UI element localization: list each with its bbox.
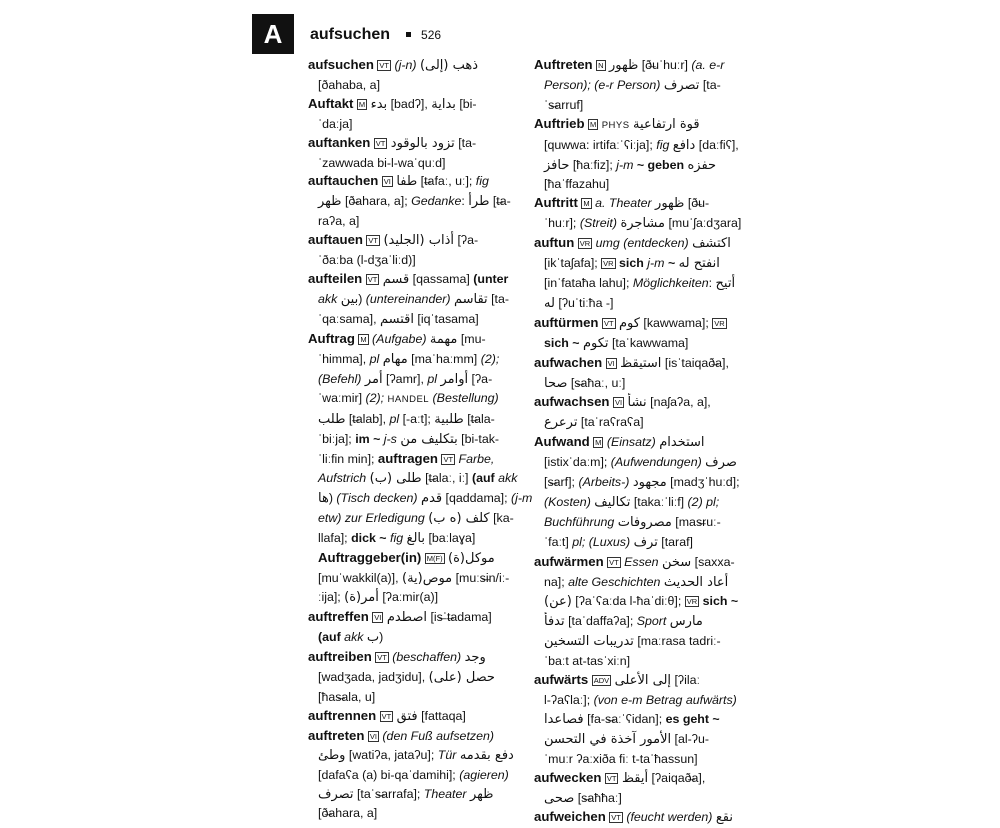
dictionary-entry: [308, 727, 544, 824]
dictionary-entry: [308, 172, 544, 231]
entry-line: na]; alte Geschichten أعاد الحديث: [544, 574, 729, 590]
entry-line: طلب [t̶alab], pl [-aːt]; طلبية [t̶ala-: [318, 412, 495, 428]
dictionary-entry: [308, 330, 544, 549]
entry-line: [ħaˈffazahu]: [544, 177, 610, 192]
dictionary-entry: [308, 270, 544, 330]
entry-line: ˈhuːr]; (Streit) مشاجرة [muˈʃaːdʒara]: [544, 216, 742, 232]
entry-line: ˈdaːja]: [318, 116, 353, 131]
entry-line: فصاعدا [fa-s̶aːˈʕidan]; es geht ~: [544, 711, 720, 727]
dictionary-entry: [534, 354, 770, 394]
entry-line: [s̶arf]; (Arbeits-) مجهود [madʒˈhuːd];: [544, 475, 740, 491]
dictionary-entry: [308, 56, 544, 95]
entry-line: (Befehl) أمر [ʔamr], pl أوامر [ʔa-: [318, 371, 493, 387]
dictionary-page: [252, 0, 772, 826]
left-column: [308, 56, 544, 823]
entry-line: aufwachen VI استيقظ [isˈtaiqað̶a],: [534, 354, 729, 371]
dictionary-entry: [534, 671, 770, 769]
entry-line: akk بين) (untereinander) تقاسم [ta-: [318, 291, 510, 307]
dictionary-entry: [534, 115, 770, 195]
entry-line: الأمور آخذة في التحسن [al-ʔu-: [544, 731, 709, 747]
entry-line: تدريبات التسخين [maːrasa tadriː-: [544, 634, 721, 650]
dictionary-entry: [534, 433, 770, 552]
dictionary-entry: [308, 707, 544, 727]
entry-line: llafa]; dick ~ fig بالغ [baːlaɣa]: [318, 530, 476, 546]
entry-line: auftreffen VI اصطدم [is̶ˈt̶adama]: [308, 609, 492, 626]
entry-line: Auftreten N ظهور [ð̶uˈhuːr] (a. e-r: [534, 57, 725, 73]
entry-line: ˈwaːmir] (2); HANDEL (Bestellung): [318, 391, 499, 406]
dictionary-entry: [534, 314, 770, 354]
entry-line: Auftrag M (Aufgabe) مهمة [mu-: [308, 330, 486, 347]
entry-line: ظهر [ð̶ahara, a]; Gedanke: طرأ [t̶a-: [318, 194, 511, 210]
entry-line: [dafaʕa (a) bi-qaˈdamihi]; (agieren): [318, 767, 509, 782]
dictionary-entry: [534, 194, 770, 234]
entry-line: ˈs̶arruf]: [544, 97, 584, 112]
entry-line: Auftakt M بدء [badʔ], بداية [bi-: [308, 95, 477, 112]
entry-line: auftreiben VT (beschaffen) وجد: [308, 649, 486, 666]
entry-line: [istixˈdaːm]; (Aufwendungen) صرف: [544, 455, 737, 471]
dictionary-entry: [534, 234, 770, 314]
entry-line: صحى [s̶aħħaː]: [544, 790, 622, 806]
entry-line: auftrennen VT فتق [fattaqa]: [308, 707, 466, 724]
entry-line: aufwachsen VI نشأ [naʃaʔa, a],: [534, 394, 711, 411]
running-head: [310, 26, 441, 44]
entry-line: [ħas̶ala, u]: [318, 690, 376, 704]
entry-line: Auftraggeber(in) M(F) موكل(ة): [318, 549, 495, 566]
entry-line: ˈbaːt at-tasˈxiːn]: [544, 654, 631, 669]
entry-line: وطئ [watiʔa, jataʔu]; Tür دفع بقدمه: [318, 747, 514, 763]
dictionary-entry: [534, 808, 770, 828]
entry-line: auftreten VI (den Fuß aufsetzen): [308, 727, 494, 743]
dictionary-entry: [308, 231, 544, 270]
right-column: [534, 56, 770, 828]
entry-line: Auftrieb M PHYS قوة ارتفاعية: [534, 115, 700, 132]
entry-line: تصرف [taˈs̶arrafa]; Theater ظهر: [318, 786, 494, 802]
running-head-headword: aufsuchen: [310, 26, 391, 43]
entry-line: (auf akk ب): [318, 630, 384, 646]
page-number: 526: [421, 28, 442, 42]
entry-line: ˈliːfin min]; auftragen VT Farbe,: [318, 451, 495, 467]
letter-tab: A: [252, 14, 294, 54]
square-bullet-icon: [406, 32, 411, 37]
entry-line: [ð̶ahara, a]: [318, 806, 378, 821]
entry-line: etw) zur Erledigung كلف (ه ب) [ka-: [318, 510, 514, 526]
dictionary-entry: [534, 56, 770, 115]
entry-line: ترعرع [taˈraʕraʕa]: [544, 415, 644, 431]
entry-line: Aufwand M (Einsatz) استخدام: [534, 434, 705, 451]
entry-line: aufwärmen VT Essen سخن [saxxa-: [534, 553, 735, 570]
entry-line: (عن) [ʔaˈʕaːda l-ħaˈdiːθ]; VR sich ~: [544, 594, 739, 610]
entry-line: تدفأ [taˈdaffaʔa]; Sport مارس: [544, 614, 703, 630]
entry-line: raʔa, a]: [318, 214, 360, 229]
entry-line: l-ʔaʕlaː]; (von e-m Betrag aufwärts): [544, 693, 737, 707]
entry-line: ˈhimma], pl مهام [maˈhaːmm] (2);: [318, 351, 500, 367]
entry-line: (Kosten) تكاليف [takaːˈliːf] (2) pl;: [544, 494, 720, 510]
entry-line: له [ʔuˈtiːħa -]: [544, 295, 614, 311]
dictionary-entry: [308, 549, 544, 609]
entry-line: Aufstrich طلى (ب) [t̶alaː, iː] (auf akk: [318, 471, 518, 487]
entry-line: auftürmen VT كوم [kawwama]; VR: [534, 314, 725, 331]
entry-line: ˈbiːja]; im ~ j-s بتكليف من [bi-tak-: [318, 432, 500, 448]
entry-line: aufweichen VT (feucht werden) نقع: [534, 809, 733, 826]
dictionary-entry: [308, 608, 544, 648]
dictionary-entry: [308, 134, 544, 173]
entry-line: [ðahaba, a]: [318, 77, 381, 92]
entry-line: [quwwa: irtifaːˈʕiːja]; fig دافع [daːfiʕ],: [544, 137, 739, 153]
entry-line: auftauchen VI طفا [t̶afaː, uː]; fig: [308, 173, 489, 190]
entry-line: [muˈwakkil(a)], موص(ية) [muːs̶in/iː-: [318, 570, 510, 586]
entry-line: auftanken VT تزود بالوقود [ta-: [308, 134, 477, 151]
entry-line: aufsuchen VT (j-n) ذهب (إلى): [308, 57, 479, 73]
entry-line: [wadʒada, jadʒidu], حصل (على): [318, 670, 495, 686]
entry-line: ːija]; (أمر(ة [ʔaːmir(a)]: [318, 590, 439, 606]
dictionary-entry: [534, 393, 770, 433]
entry-line: ˈzawwada bi-l-waˈquːd]: [318, 155, 446, 170]
entry-line: صحا [s̶aħaː, uː]: [544, 375, 626, 391]
entry-line: Person); (e-r Person) تصرف [ta-: [544, 77, 721, 93]
entry-line: aufteilen VT قسم [qassama] (unter: [308, 270, 509, 287]
entry-line: ˈðaːba (l-dʒaˈliːd)]: [318, 253, 416, 268]
entry-line: [ikˈtaʃafa]; VR sich j-m ~ انفتح له: [544, 256, 720, 272]
entry-line: Buchführung مصروفات [mas̶ruː-: [544, 514, 721, 530]
entry-line: sich ~ تكوم [taˈkawwama]: [544, 335, 689, 351]
entry-line: ˈqaːsama], اقتسم [iqˈtasama]: [318, 311, 479, 327]
dictionary-entry: [308, 95, 544, 134]
dictionary-entry: [308, 648, 544, 707]
dictionary-entry: [534, 769, 770, 809]
entry-line: auftauen VT أذاب (الجليد) [ʔa-: [308, 232, 479, 249]
entry-line: aufwecken VT أيقظ [ʔaiqað̶a],: [534, 769, 706, 786]
entry-line: ˈfaːt] pl; (Luxus) ترف [taraf]: [544, 534, 693, 550]
entry-line: ها) (Tisch decken) قدم [qaddama]; (j-m: [318, 490, 533, 506]
entry-line: auftun VR umg (entdecken) اكتشف: [534, 235, 731, 252]
dictionary-entry: [534, 553, 770, 671]
entry-line: [inˈfataħa lahu]; Möglichkeiten: أتيح: [544, 275, 736, 291]
entry-line: Auftritt M a. Theater ظهور [ð̶u-: [534, 195, 710, 212]
entry-line: ˈmuːr ʔaːxiða fiː t-taˈħassun]: [544, 751, 698, 766]
entry-line: aufwärts ADV إلى الأعلى [ʔilaː: [534, 672, 700, 689]
entry-line: حافز [ħaːfiz]; j-m ~ geben حفزه: [544, 157, 717, 173]
